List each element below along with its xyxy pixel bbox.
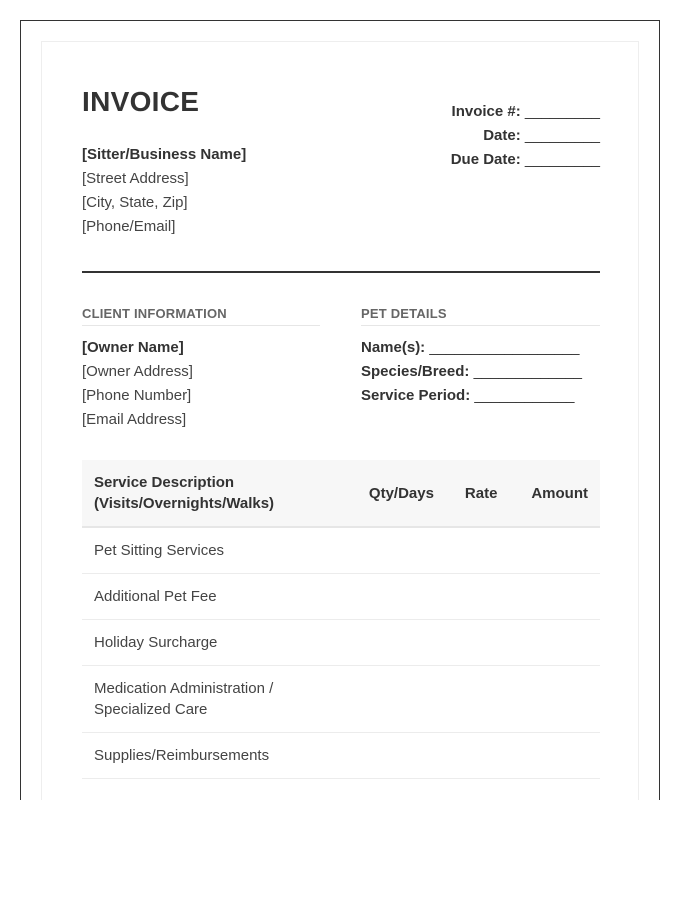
col-header-amount: Amount [509,460,600,527]
table-header-row [82,460,600,527]
row-qty[interactable] [346,620,446,666]
col-header-qty: Qty/Days [346,460,446,527]
date-field[interactable]: _________ [524,127,600,144]
pet-details-block [361,336,582,408]
owner-email[interactable]: [Email Address] [82,411,187,428]
row-rate[interactable] [446,666,509,733]
pet-names-label: Name(s): [361,339,426,356]
client-info-block [82,336,193,432]
table-row [82,620,600,666]
row-amount[interactable] [509,527,600,574]
col-header-description-line2: (Visits/Overnights/Walks) [94,495,275,512]
row-qty[interactable] [346,666,446,733]
col-header-description [82,460,346,527]
invoice-number-field[interactable]: _________ [524,103,600,120]
row-description[interactable]: Additional Pet Fee [82,574,346,620]
pet-names-field[interactable]: __________________ [429,339,580,356]
invoice-meta [451,100,600,172]
invoice-title: INVOICE [82,86,200,117]
sitter-name[interactable]: [Sitter/Business Name] [82,146,247,163]
due-date-field[interactable]: _________ [524,151,600,168]
row-description[interactable]: Supplies/Reimbursements [82,733,346,779]
pet-names-row [361,336,582,360]
service-period-label: Service Period: [361,387,471,404]
row-description[interactable]: Pet Sitting Services [82,527,346,574]
row-description[interactable]: Holiday Surcharge [82,620,346,666]
service-period-field[interactable]: ____________ [474,387,575,404]
sitter-street[interactable]: [Street Address] [82,170,189,187]
due-date-label: Due Date: [450,151,521,168]
owner-phone[interactable]: [Phone Number] [82,387,192,404]
invoice-number-label: Invoice #: [451,103,521,120]
row-description-line1: Medication Administration / [94,680,274,697]
species-row [361,360,582,384]
table-row [82,574,600,620]
sitter-city[interactable]: [City, State, Zip] [82,194,188,211]
date-label: Date: [483,127,521,144]
row-qty[interactable] [346,733,446,779]
row-description-line2: Specialized Care [94,701,208,718]
col-header-description-line1: Service Description [94,474,235,491]
row-rate[interactable] [446,527,509,574]
sitter-contact[interactable]: [Phone/Email] [82,218,176,235]
owner-name[interactable]: [Owner Name] [82,339,184,356]
due-date-row [451,148,600,172]
row-rate[interactable] [446,620,509,666]
row-amount[interactable] [509,733,600,779]
owner-address[interactable]: [Owner Address] [82,363,193,380]
col-header-rate: Rate [446,460,509,527]
header-divider [82,271,600,273]
row-amount[interactable] [509,666,600,733]
table-row [82,666,600,733]
row-amount[interactable] [509,574,600,620]
table-row [82,733,600,779]
client-info-heading: CLIENT INFORMATION [82,306,320,326]
species-label: Species/Breed: [361,363,470,380]
row-qty[interactable] [346,574,446,620]
row-rate[interactable] [446,733,509,779]
row-description[interactable] [82,666,346,733]
pet-details-heading: PET DETAILS [361,306,600,326]
row-qty[interactable] [346,527,446,574]
sitter-block [82,143,246,239]
row-amount[interactable] [509,620,600,666]
services-table [82,460,600,779]
row-rate[interactable] [446,574,509,620]
service-period-row [361,384,582,408]
date-row [451,124,600,148]
species-field[interactable]: _____________ [473,363,583,380]
invoice-number-row [451,100,600,124]
table-row [82,527,600,574]
